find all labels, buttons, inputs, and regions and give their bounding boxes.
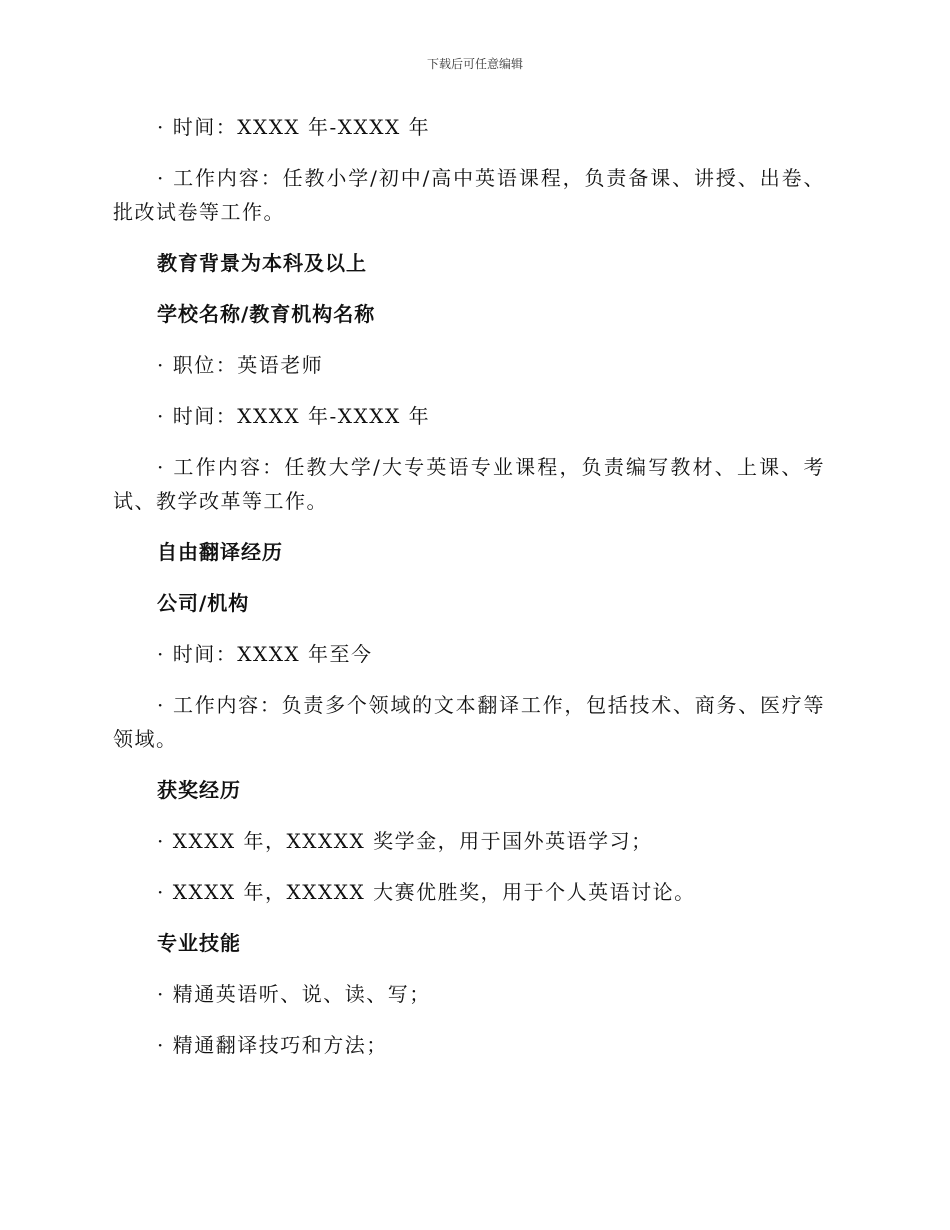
skill-item-1: · 精通英语听、说、读、写； [157, 982, 431, 1006]
section-heading-skills: 专业技能 [157, 931, 241, 955]
page-header-note: 下载后可任意编辑 [426, 57, 523, 71]
document-body [113, 110, 825, 1079]
work-content-line-2: · 工作内容：任教大学/大专英语专业课程，负责编写教材、上课、考试、教学改革等工作。 [113, 455, 825, 513]
work-content-line-3: · 工作内容：负责多个领域的文本翻译工作，包括技术、商务、医疗等领域。 [113, 693, 825, 751]
time-line-1: · 时间：XXXX 年-XXXX 年 [157, 115, 431, 139]
subheading-company: 公司/机构 [157, 591, 250, 615]
section-heading-freelance: 自由翻译经历 [157, 540, 283, 564]
subheading-school: 学校名称/教育机构名称 [157, 302, 376, 326]
time-line-2: · 时间：XXXX 年-XXXX 年 [157, 404, 431, 428]
skill-item-2: · 精通翻译技巧和方法； [157, 1033, 388, 1057]
section-heading-education: 教育背景为本科及以上 [157, 251, 367, 275]
award-item-1: · XXXX 年，XXXXX 奖学金，用于国外英语学习； [157, 829, 653, 853]
award-item-2: · XXXX 年，XXXXX 大赛优胜奖，用于个人英语讨论。 [157, 880, 696, 904]
position-line: · 职位：英语老师 [157, 353, 324, 377]
work-content-line-1: · 工作内容：任教小学/初中/高中英语课程，负责备课、讲授、出卷、批改试卷等工作。 [113, 166, 825, 224]
time-line-3: · 时间：XXXX 年至今 [157, 642, 373, 666]
section-heading-awards: 获奖经历 [157, 778, 241, 802]
